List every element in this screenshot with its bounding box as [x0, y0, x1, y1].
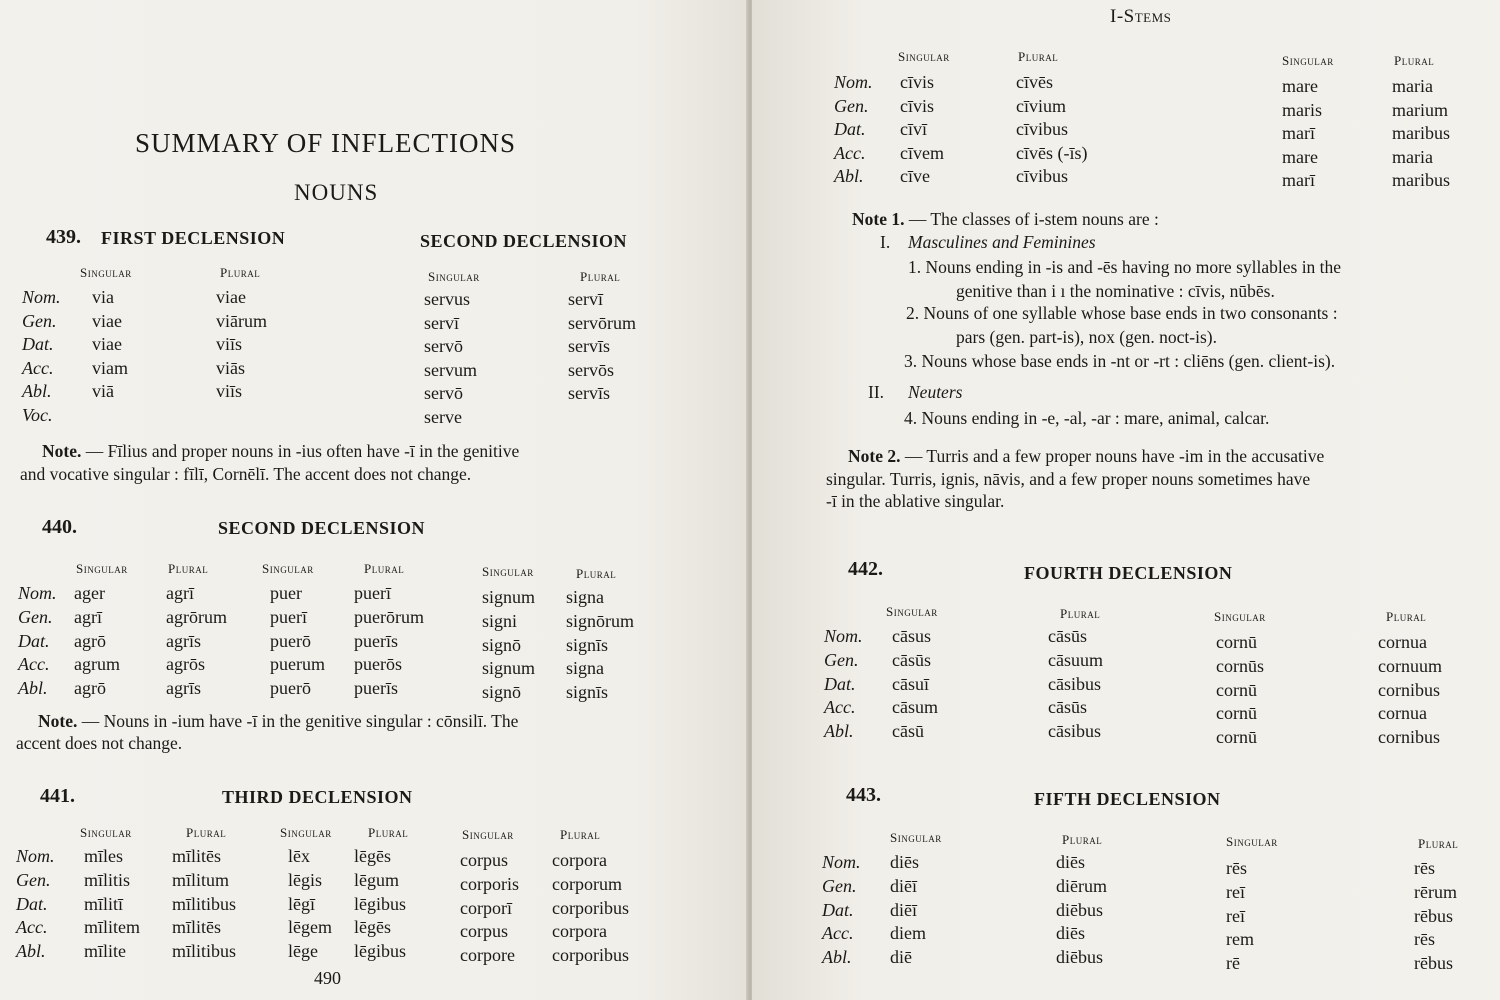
- left-page: [0, 0, 748, 1000]
- inflection-form: lēx: [288, 846, 310, 866]
- inflection-form: cīvibus: [1016, 166, 1068, 187]
- case-label: Dat.: [22, 334, 54, 355]
- inflection-form: cīvī: [900, 119, 927, 140]
- column-header: Singular: [1282, 53, 1334, 68]
- note: Note 2. — Turris and a few proper nouns have -im in the accusative: [848, 446, 1325, 466]
- case-label: Dat.: [16, 893, 48, 914]
- inflection-form: viā: [92, 381, 114, 402]
- column-header: Plural: [1060, 606, 1101, 621]
- inflection-form: lēgī: [288, 893, 315, 914]
- case-label: Gen.: [22, 310, 57, 331]
- inflection-form: cāsūs: [1048, 697, 1087, 718]
- inflection-form: lēgem: [288, 917, 332, 938]
- case-label: Acc.: [822, 923, 854, 944]
- column-header: Singular: [80, 825, 132, 840]
- inflection-form: lēgibus: [354, 893, 406, 914]
- case-label: Gen.: [822, 875, 857, 896]
- inflection-form: reī: [1226, 881, 1245, 902]
- inflection-form: serve: [424, 407, 462, 427]
- inflection-form: cāsus: [892, 626, 931, 646]
- inflection-form: signum: [482, 658, 536, 679]
- section-heading: I-Stems: [1110, 6, 1172, 27]
- case-label: Gen.: [18, 606, 53, 627]
- inflection-form: corporī: [460, 897, 512, 918]
- inflection-form: puerīs: [354, 678, 398, 699]
- inflection-form: mīlitibus: [172, 941, 237, 962]
- inflection-form: cāsūs: [1048, 626, 1087, 646]
- list-item: 1. Nouns ending in -is and -ēs having no more syllables in the: [908, 257, 1342, 277]
- note: and vocative singular : fīlī, Cornēlī. The accent does not change.: [20, 464, 472, 484]
- inflection-form: cornū: [1216, 679, 1257, 700]
- note: Note 1. — The classes of i-stem nouns are :: [852, 209, 1159, 229]
- inflection-form: rēbus: [1414, 953, 1453, 974]
- case-label: Abl.: [16, 941, 46, 962]
- case-label: Acc.: [18, 654, 50, 675]
- column-header: Singular: [482, 564, 534, 579]
- inflection-form: mīlitis: [84, 869, 131, 890]
- inflection-form: servum: [424, 359, 477, 380]
- list-item: 4. Nouns ending in -e, -al, -ar : mare, animal, calcar.: [904, 408, 1270, 428]
- section-number: 439.: [46, 226, 81, 248]
- inflection-form: reī: [1226, 905, 1245, 926]
- inflection-form: marī: [1282, 170, 1315, 191]
- inflection-form: rē: [1226, 953, 1240, 974]
- inflection-form: maribus: [1392, 170, 1450, 191]
- section-number: 442.: [848, 558, 883, 580]
- inflection-form: lēgēs: [354, 846, 391, 866]
- inflection-form: servīs: [568, 336, 610, 357]
- inflection-form: servōs: [568, 359, 614, 380]
- inflection-form: signīs: [566, 634, 609, 655]
- inflection-form: cornibus: [1378, 679, 1440, 700]
- column-header: Plural: [1394, 53, 1435, 68]
- inflection-form: cīvis: [900, 95, 934, 116]
- inflection-form: marī: [1282, 123, 1315, 144]
- inflection-form: lēgum: [354, 869, 399, 890]
- inflection-form: viās: [216, 357, 245, 378]
- inflection-form: diērum: [1056, 875, 1107, 896]
- inflection-form: diēī: [890, 899, 917, 920]
- column-header: Plural: [576, 566, 617, 581]
- case-label: Acc.: [834, 142, 866, 163]
- inflection-form: diēs: [1056, 852, 1085, 872]
- inflection-form: puerī: [270, 606, 307, 627]
- inflection-form: signīs: [566, 682, 609, 703]
- list-item: 2. Nouns of one syllable whose base ends in two consonants :: [906, 303, 1338, 323]
- column-header: Plural: [1418, 836, 1459, 851]
- note: Note. — Fīlius and proper nouns in -ius often have -ī in the genitive: [42, 441, 520, 461]
- inflection-form: servō: [424, 383, 463, 404]
- inflection-form: mīlitēs: [172, 917, 221, 938]
- column-header: Singular: [1226, 834, 1278, 849]
- list-marker: I.: [880, 232, 891, 252]
- inflection-form: mīlitibus: [172, 893, 237, 914]
- inflection-form: diē: [890, 947, 912, 968]
- inflection-form: cāsūs: [892, 649, 931, 670]
- inflection-form: viārum: [216, 310, 267, 331]
- inflection-form: corpore: [460, 945, 515, 966]
- inflection-form: agrōs: [166, 654, 205, 675]
- case-label: Dat.: [18, 630, 50, 651]
- column-header: Plural: [580, 269, 621, 284]
- inflection-form: servīs: [568, 383, 610, 404]
- inflection-form: signō: [482, 682, 522, 703]
- inflection-form: cornū: [1216, 727, 1257, 748]
- inflection-form: signō: [482, 634, 522, 655]
- case-label: Gen.: [16, 869, 51, 890]
- inflection-form: cāsuī: [892, 673, 929, 694]
- section-heading: FIRST DECLENSION: [101, 228, 286, 248]
- inflection-form: diēs: [1056, 923, 1085, 944]
- inflection-form: agrīs: [166, 630, 201, 651]
- inflection-form: agrō: [74, 630, 106, 651]
- inflection-form: diēī: [890, 875, 917, 896]
- inflection-form: corporibus: [552, 897, 629, 918]
- inflection-form: cornua: [1378, 703, 1427, 724]
- case-label: Voc.: [22, 405, 53, 425]
- inflection-form: marium: [1392, 99, 1448, 120]
- inflection-form: servōrum: [568, 312, 636, 333]
- inflection-form: agrum: [74, 654, 120, 675]
- inflection-form: corporis: [460, 873, 519, 894]
- case-label: Abl.: [18, 678, 48, 699]
- inflection-form: ager: [74, 583, 105, 603]
- column-header: Singular: [890, 830, 942, 845]
- inflection-form: viam: [92, 357, 128, 378]
- inflection-form: rem: [1226, 929, 1254, 950]
- inflection-form: cornua: [1378, 632, 1427, 652]
- inflection-form: diem: [890, 923, 926, 944]
- list-heading: Masculines and Feminines: [908, 232, 1096, 252]
- inflection-form: viīs: [216, 381, 243, 402]
- inflection-form: diēbus: [1056, 947, 1103, 968]
- column-header: Singular: [80, 265, 132, 280]
- list-item: 3. Nouns whose base ends in -nt or -rt : cliēns (gen. client-is).: [904, 351, 1336, 371]
- inflection-form: cornūs: [1216, 655, 1264, 676]
- column-header: Singular: [428, 269, 480, 284]
- inflection-form: cornū: [1216, 632, 1257, 652]
- inflection-form: signa: [566, 658, 604, 679]
- column-header: Plural: [1386, 609, 1427, 624]
- inflection-form: corpus: [460, 850, 508, 870]
- case-label: Gen.: [824, 649, 859, 670]
- case-label: Abl.: [22, 381, 52, 402]
- inflection-form: puer: [270, 583, 302, 603]
- inflection-form: agrī: [74, 606, 102, 627]
- inflection-form: corpus: [460, 921, 508, 942]
- inflection-form: cīvium: [1016, 95, 1066, 116]
- inflection-form: via: [92, 287, 114, 307]
- inflection-form: maria: [1392, 76, 1433, 96]
- note: Note. — Nouns in -ium have -ī in the genitive singular : cōnsilī. The: [38, 711, 519, 731]
- page-title: SUMMARY OF INFLECTIONS: [135, 128, 517, 158]
- inflection-form: signa: [566, 587, 604, 607]
- inflection-form: mare: [1282, 146, 1318, 167]
- case-label: Nom.: [834, 72, 873, 92]
- inflection-form: cīvibus: [1016, 119, 1068, 140]
- list-heading: Neuters: [908, 382, 963, 402]
- section-heading: FIFTH DECLENSION: [1034, 789, 1221, 809]
- inflection-form: maris: [1282, 99, 1322, 120]
- case-label: Nom.: [22, 287, 61, 307]
- inflection-form: signi: [482, 610, 518, 631]
- case-label: Dat.: [824, 673, 856, 694]
- inflection-form: rēs: [1414, 858, 1435, 878]
- column-header: Singular: [280, 825, 332, 840]
- inflection-form: diēs: [890, 852, 919, 872]
- column-header: Plural: [1062, 832, 1103, 847]
- column-header: Plural: [220, 265, 261, 280]
- inflection-form: corporibus: [552, 945, 629, 966]
- inflection-form: puerō: [270, 630, 311, 651]
- page-number: 490: [314, 968, 341, 988]
- section-number: 443.: [846, 784, 881, 806]
- column-header: Plural: [560, 827, 601, 842]
- column-header: Singular: [886, 604, 938, 619]
- inflection-form: agrō: [74, 678, 106, 699]
- inflection-form: puerī: [354, 583, 391, 603]
- inflection-form: cāsibus: [1048, 721, 1101, 742]
- inflection-form: mīles: [84, 846, 123, 866]
- section-heading: SECOND DECLENSION: [218, 518, 426, 538]
- inflection-form: cāsibus: [1048, 673, 1101, 694]
- inflection-form: servī: [424, 312, 459, 333]
- case-label: Acc.: [22, 357, 54, 378]
- section-number: 441.: [40, 785, 75, 807]
- case-label: Nom.: [824, 626, 863, 646]
- inflection-form: agrōrum: [166, 606, 227, 627]
- inflection-form: cīve: [900, 166, 930, 187]
- inflection-form: cornibus: [1378, 727, 1440, 748]
- column-header: Plural: [1018, 49, 1059, 64]
- inflection-form: agrī: [166, 583, 194, 603]
- case-label: Dat.: [822, 899, 854, 920]
- note: singular. Turris, ignis, nāvis, and a few proper nouns sometimes have: [826, 469, 1311, 489]
- inflection-form: rēs: [1226, 858, 1247, 878]
- inflection-form: lēgis: [288, 869, 322, 890]
- inflection-form: lēgibus: [354, 941, 406, 962]
- inflection-form: puerō: [270, 678, 311, 699]
- case-label: Abl.: [834, 166, 864, 187]
- note: accent does not change.: [16, 733, 183, 753]
- case-label: Dat.: [834, 119, 866, 140]
- column-header: Singular: [1214, 609, 1266, 624]
- inflection-form: agrīs: [166, 678, 201, 699]
- inflection-form: rērum: [1414, 881, 1457, 902]
- inflection-form: servō: [424, 336, 463, 357]
- inflection-form: viae: [92, 334, 122, 355]
- inflection-form: lēge: [288, 941, 318, 962]
- inflection-form: cāsum: [892, 697, 938, 718]
- inflection-form: mīlitī: [84, 893, 124, 914]
- list-item: pars (gen. part-is), nox (gen. noct-is).: [956, 327, 1217, 347]
- case-label: Abl.: [822, 947, 852, 968]
- case-label: Gen.: [834, 95, 869, 116]
- inflection-form: corpora: [552, 850, 607, 870]
- column-header: Singular: [462, 827, 514, 842]
- note: -ī in the ablative singular.: [826, 491, 1005, 511]
- inflection-form: maria: [1392, 146, 1433, 167]
- column-header: Singular: [898, 49, 950, 64]
- inflection-form: mīlitum: [172, 869, 230, 890]
- page-subtitle: NOUNS: [294, 180, 379, 205]
- column-header: Plural: [186, 825, 227, 840]
- inflection-form: cīvis: [900, 72, 934, 92]
- inflection-form: servī: [568, 289, 603, 309]
- inflection-form: corpora: [552, 921, 607, 942]
- inflection-form: cornū: [1216, 703, 1257, 724]
- inflection-form: signum: [482, 587, 536, 607]
- case-label: Nom.: [822, 852, 861, 872]
- inflection-form: cāsuum: [1048, 649, 1103, 670]
- section-number: 440.: [42, 516, 77, 538]
- inflection-form: puerīs: [354, 630, 398, 651]
- inflection-form: cīvem: [900, 142, 944, 163]
- inflection-form: puerum: [270, 654, 325, 675]
- inflection-form: corporum: [552, 873, 622, 894]
- list-marker: II.: [868, 382, 885, 402]
- inflection-form: puerōrum: [354, 606, 424, 627]
- inflection-form: viae: [216, 287, 246, 307]
- inflection-form: mare: [1282, 76, 1318, 96]
- inflection-form: cīvēs: [1016, 72, 1053, 92]
- inflection-form: cāsū: [892, 721, 924, 742]
- inflection-form: cornuum: [1378, 655, 1442, 676]
- case-label: Acc.: [16, 917, 48, 938]
- case-label: Acc.: [824, 697, 856, 718]
- inflection-form: maribus: [1392, 123, 1450, 144]
- inflection-form: puerōs: [354, 654, 402, 675]
- inflection-form: rēs: [1414, 929, 1435, 950]
- case-label: Nom.: [18, 583, 57, 603]
- inflection-form: viīs: [216, 334, 243, 355]
- inflection-form: rēbus: [1414, 905, 1453, 926]
- inflection-form: cīvēs (-īs): [1016, 142, 1088, 163]
- right-page: [752, 0, 1500, 1000]
- case-label: Nom.: [16, 846, 55, 866]
- section-heading: SECOND DECLENSION: [420, 231, 628, 251]
- inflection-form: servus: [424, 289, 470, 309]
- column-header: Plural: [168, 561, 209, 576]
- section-heading: THIRD DECLENSION: [222, 787, 413, 807]
- inflection-form: diēbus: [1056, 899, 1103, 920]
- inflection-form: lēgēs: [354, 917, 391, 938]
- inflection-form: signōrum: [566, 610, 635, 631]
- inflection-form: mīlitem: [84, 917, 140, 938]
- column-header: Singular: [262, 561, 314, 576]
- column-header: Plural: [368, 825, 409, 840]
- list-item: genitive than i ı the nominative : cīvis, nūbēs.: [956, 281, 1275, 301]
- case-label: Abl.: [824, 721, 854, 742]
- inflection-form: mīlite: [84, 941, 126, 962]
- section-heading: FOURTH DECLENSION: [1024, 563, 1233, 583]
- column-header: Plural: [364, 561, 405, 576]
- column-header: Singular: [76, 561, 128, 576]
- inflection-form: viae: [92, 310, 122, 331]
- inflection-form: mīlitēs: [172, 846, 221, 866]
